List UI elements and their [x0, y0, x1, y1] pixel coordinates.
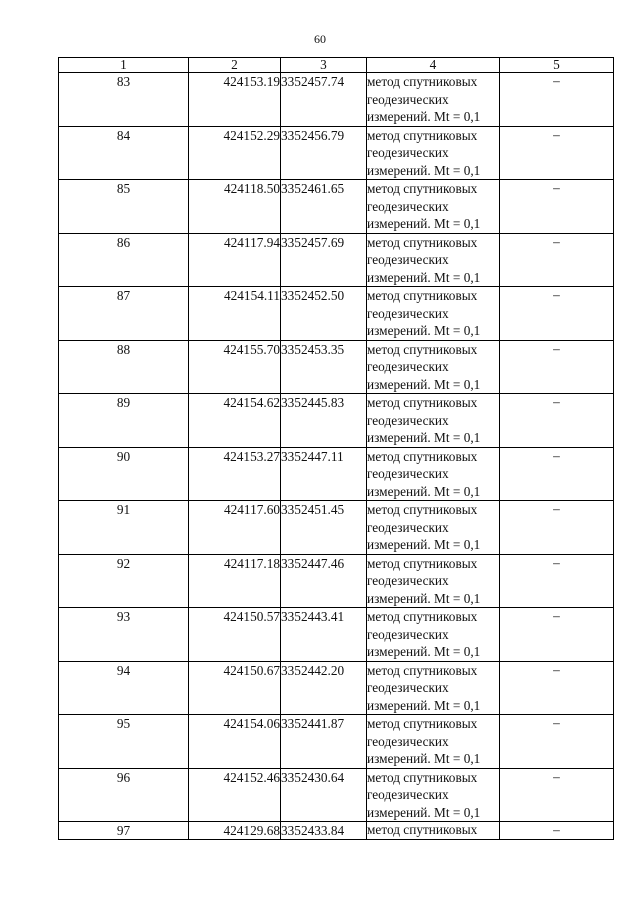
- method-line: измерений. Mt = 0,1: [367, 537, 481, 552]
- header-col-5: 5: [500, 58, 614, 73]
- page-number: 60: [314, 32, 326, 46]
- table-header-row: [59, 58, 614, 73]
- y-coordinate-cell: 3352443.41: [281, 608, 367, 662]
- method-cell: [367, 287, 500, 341]
- table-row: [59, 768, 614, 822]
- method-line: геодезических: [367, 626, 449, 642]
- point-number-cell: 96: [59, 768, 189, 822]
- y-coordinate-cell: 3352447.11: [281, 447, 367, 501]
- note-cell: –: [500, 661, 614, 715]
- x-coordinate-cell: 424154.62: [189, 394, 281, 448]
- table-row: [59, 233, 614, 287]
- x-coordinate-cell: 424129.68: [189, 822, 281, 840]
- header-col-3: 3: [281, 58, 367, 73]
- table-row: [59, 501, 614, 555]
- note-cell: –: [500, 608, 614, 662]
- method-cell: [367, 661, 500, 715]
- method-cell: [367, 554, 500, 608]
- y-coordinate-cell: 3352433.84: [281, 822, 367, 840]
- table-row: [59, 715, 614, 769]
- y-coordinate-cell: 3352430.64: [281, 768, 367, 822]
- method-cell: [367, 126, 500, 180]
- y-coordinate-cell: 3352452.50: [281, 287, 367, 341]
- table-row: [59, 822, 614, 840]
- table-row: [59, 73, 614, 127]
- point-number-cell: 86: [59, 233, 189, 287]
- method-line: измерений. Mt = 0,1: [367, 269, 481, 285]
- point-number-cell: 93: [59, 608, 189, 662]
- note-cell: –: [500, 340, 614, 394]
- note-cell: –: [500, 180, 614, 234]
- method-cell: [367, 768, 500, 822]
- point-number-cell: 83: [59, 73, 189, 127]
- header-col-2: 2: [189, 58, 281, 73]
- x-coordinate-cell: 424154.06: [189, 715, 281, 769]
- method-line: метод спутниковых: [367, 769, 478, 785]
- note-cell: –: [500, 73, 614, 127]
- y-coordinate-cell: 3352445.83: [281, 394, 367, 448]
- note-cell: –: [500, 715, 614, 769]
- method-line: геодезических: [367, 198, 449, 214]
- y-coordinate-cell: 3352456.79: [281, 126, 367, 180]
- y-coordinate-cell: 3352461.65: [281, 180, 367, 234]
- method-line: метод спутниковых: [367, 341, 478, 357]
- method-line: метод спутниковых: [367, 395, 478, 410]
- y-coordinate-cell: 3352442.20: [281, 661, 367, 715]
- table-row: [59, 394, 614, 448]
- method-line: метод спутниковых: [367, 609, 478, 624]
- point-number-cell: 91: [59, 501, 189, 555]
- x-coordinate-cell: 424153.27: [189, 447, 281, 501]
- note-cell: –: [500, 287, 614, 341]
- method-line: геодезических: [367, 733, 449, 749]
- table-row: [59, 447, 614, 501]
- method-line: геодезических: [367, 787, 449, 802]
- table-row: [59, 180, 614, 234]
- y-coordinate-cell: 3352457.69: [281, 233, 367, 287]
- method-line: метод спутниковых: [367, 74, 478, 89]
- table-row: [59, 287, 614, 341]
- y-coordinate-cell: 3352441.87: [281, 715, 367, 769]
- point-number-cell: 95: [59, 715, 189, 769]
- x-coordinate-cell: 424155.70: [189, 340, 281, 394]
- method-line: метод спутниковых: [367, 288, 478, 303]
- x-coordinate-cell: 424117.18: [189, 554, 281, 608]
- method-line: геодезических: [367, 305, 449, 321]
- method-line: метод спутниковых: [367, 716, 478, 731]
- method-cell: [367, 447, 500, 501]
- point-number-cell: 89: [59, 394, 189, 448]
- method-cell: [367, 608, 500, 662]
- point-number-cell: 97: [59, 822, 189, 840]
- table-row: [59, 661, 614, 715]
- method-line: геодезических: [367, 573, 449, 588]
- method-cell: [367, 340, 500, 394]
- method-line: измерений. Mt = 0,1: [367, 162, 481, 178]
- method-line: метод спутниковых: [367, 181, 478, 196]
- x-coordinate-cell: 424117.94: [189, 233, 281, 287]
- point-number-cell: 84: [59, 126, 189, 180]
- table-row: [59, 126, 614, 180]
- method-cell: [367, 180, 500, 234]
- header-col-1: 1: [59, 58, 189, 73]
- method-line: измерений. Mt = 0,1: [367, 376, 481, 392]
- x-coordinate-cell: 424152.46: [189, 768, 281, 822]
- y-coordinate-cell: 3352457.74: [281, 73, 367, 127]
- method-line: геодезических: [367, 252, 449, 267]
- method-line: метод спутниковых: [367, 555, 478, 571]
- y-coordinate-cell: 3352451.45: [281, 501, 367, 555]
- method-line: метод спутниковых: [367, 234, 478, 250]
- method-line: измерений. Mt = 0,1: [367, 430, 481, 445]
- point-number-cell: 88: [59, 340, 189, 394]
- table-row: [59, 554, 614, 608]
- method-line: измерений. Mt = 0,1: [367, 109, 481, 124]
- method-cell: [367, 73, 500, 127]
- note-cell: –: [500, 394, 614, 448]
- method-line: метод спутниковых: [367, 502, 478, 517]
- method-line: метод спутниковых: [367, 127, 478, 143]
- note-cell: –: [500, 126, 614, 180]
- point-number-cell: 94: [59, 661, 189, 715]
- coordinates-table: [58, 57, 614, 840]
- x-coordinate-cell: 424150.67: [189, 661, 281, 715]
- method-line: геодезических: [367, 412, 449, 428]
- method-cell: [367, 233, 500, 287]
- method-cell: [367, 501, 500, 555]
- table-row: [59, 340, 614, 394]
- method-line: измерений. Mt = 0,1: [367, 751, 481, 766]
- y-coordinate-cell: 3352453.35: [281, 340, 367, 394]
- method-line: измерений. Mt = 0,1: [367, 590, 481, 606]
- x-coordinate-cell: 424117.60: [189, 501, 281, 555]
- method-cell: [367, 822, 500, 840]
- method-line: геодезических: [367, 680, 449, 695]
- method-line: измерений. Mt = 0,1: [367, 216, 481, 231]
- y-coordinate-cell: 3352447.46: [281, 554, 367, 608]
- method-line: измерений. Mt = 0,1: [367, 644, 481, 659]
- x-coordinate-cell: 424154.11: [189, 287, 281, 341]
- method-line: геодезических: [367, 519, 449, 535]
- x-coordinate-cell: 424152.29: [189, 126, 281, 180]
- method-line: метод спутниковых: [367, 448, 478, 464]
- header-col-4: 4: [367, 58, 500, 73]
- method-line: измерений. Mt = 0,1: [367, 483, 481, 499]
- note-cell: –: [500, 822, 614, 840]
- method-line: метод спутниковых: [367, 662, 478, 678]
- note-cell: –: [500, 233, 614, 287]
- method-line: геодезических: [367, 466, 449, 481]
- x-coordinate-cell: 424118.50: [189, 180, 281, 234]
- note-cell: –: [500, 501, 614, 555]
- method-line: измерений. Mt = 0,1: [367, 697, 481, 713]
- method-cell: [367, 394, 500, 448]
- x-coordinate-cell: 424153.19: [189, 73, 281, 127]
- method-line: измерений. Mt = 0,1: [367, 323, 481, 338]
- note-cell: –: [500, 554, 614, 608]
- x-coordinate-cell: 424150.57: [189, 608, 281, 662]
- method-line: геодезических: [367, 91, 449, 107]
- table-row: [59, 608, 614, 662]
- point-number-cell: 85: [59, 180, 189, 234]
- method-line: геодезических: [367, 145, 449, 160]
- note-cell: –: [500, 768, 614, 822]
- point-number-cell: 90: [59, 447, 189, 501]
- point-number-cell: 87: [59, 287, 189, 341]
- method-line: измерений. Mt = 0,1: [367, 804, 481, 820]
- point-number-cell: 92: [59, 554, 189, 608]
- method-cell: [367, 715, 500, 769]
- method-line: метод спутниковых: [367, 822, 478, 837]
- note-cell: –: [500, 447, 614, 501]
- method-line: геодезических: [367, 359, 449, 374]
